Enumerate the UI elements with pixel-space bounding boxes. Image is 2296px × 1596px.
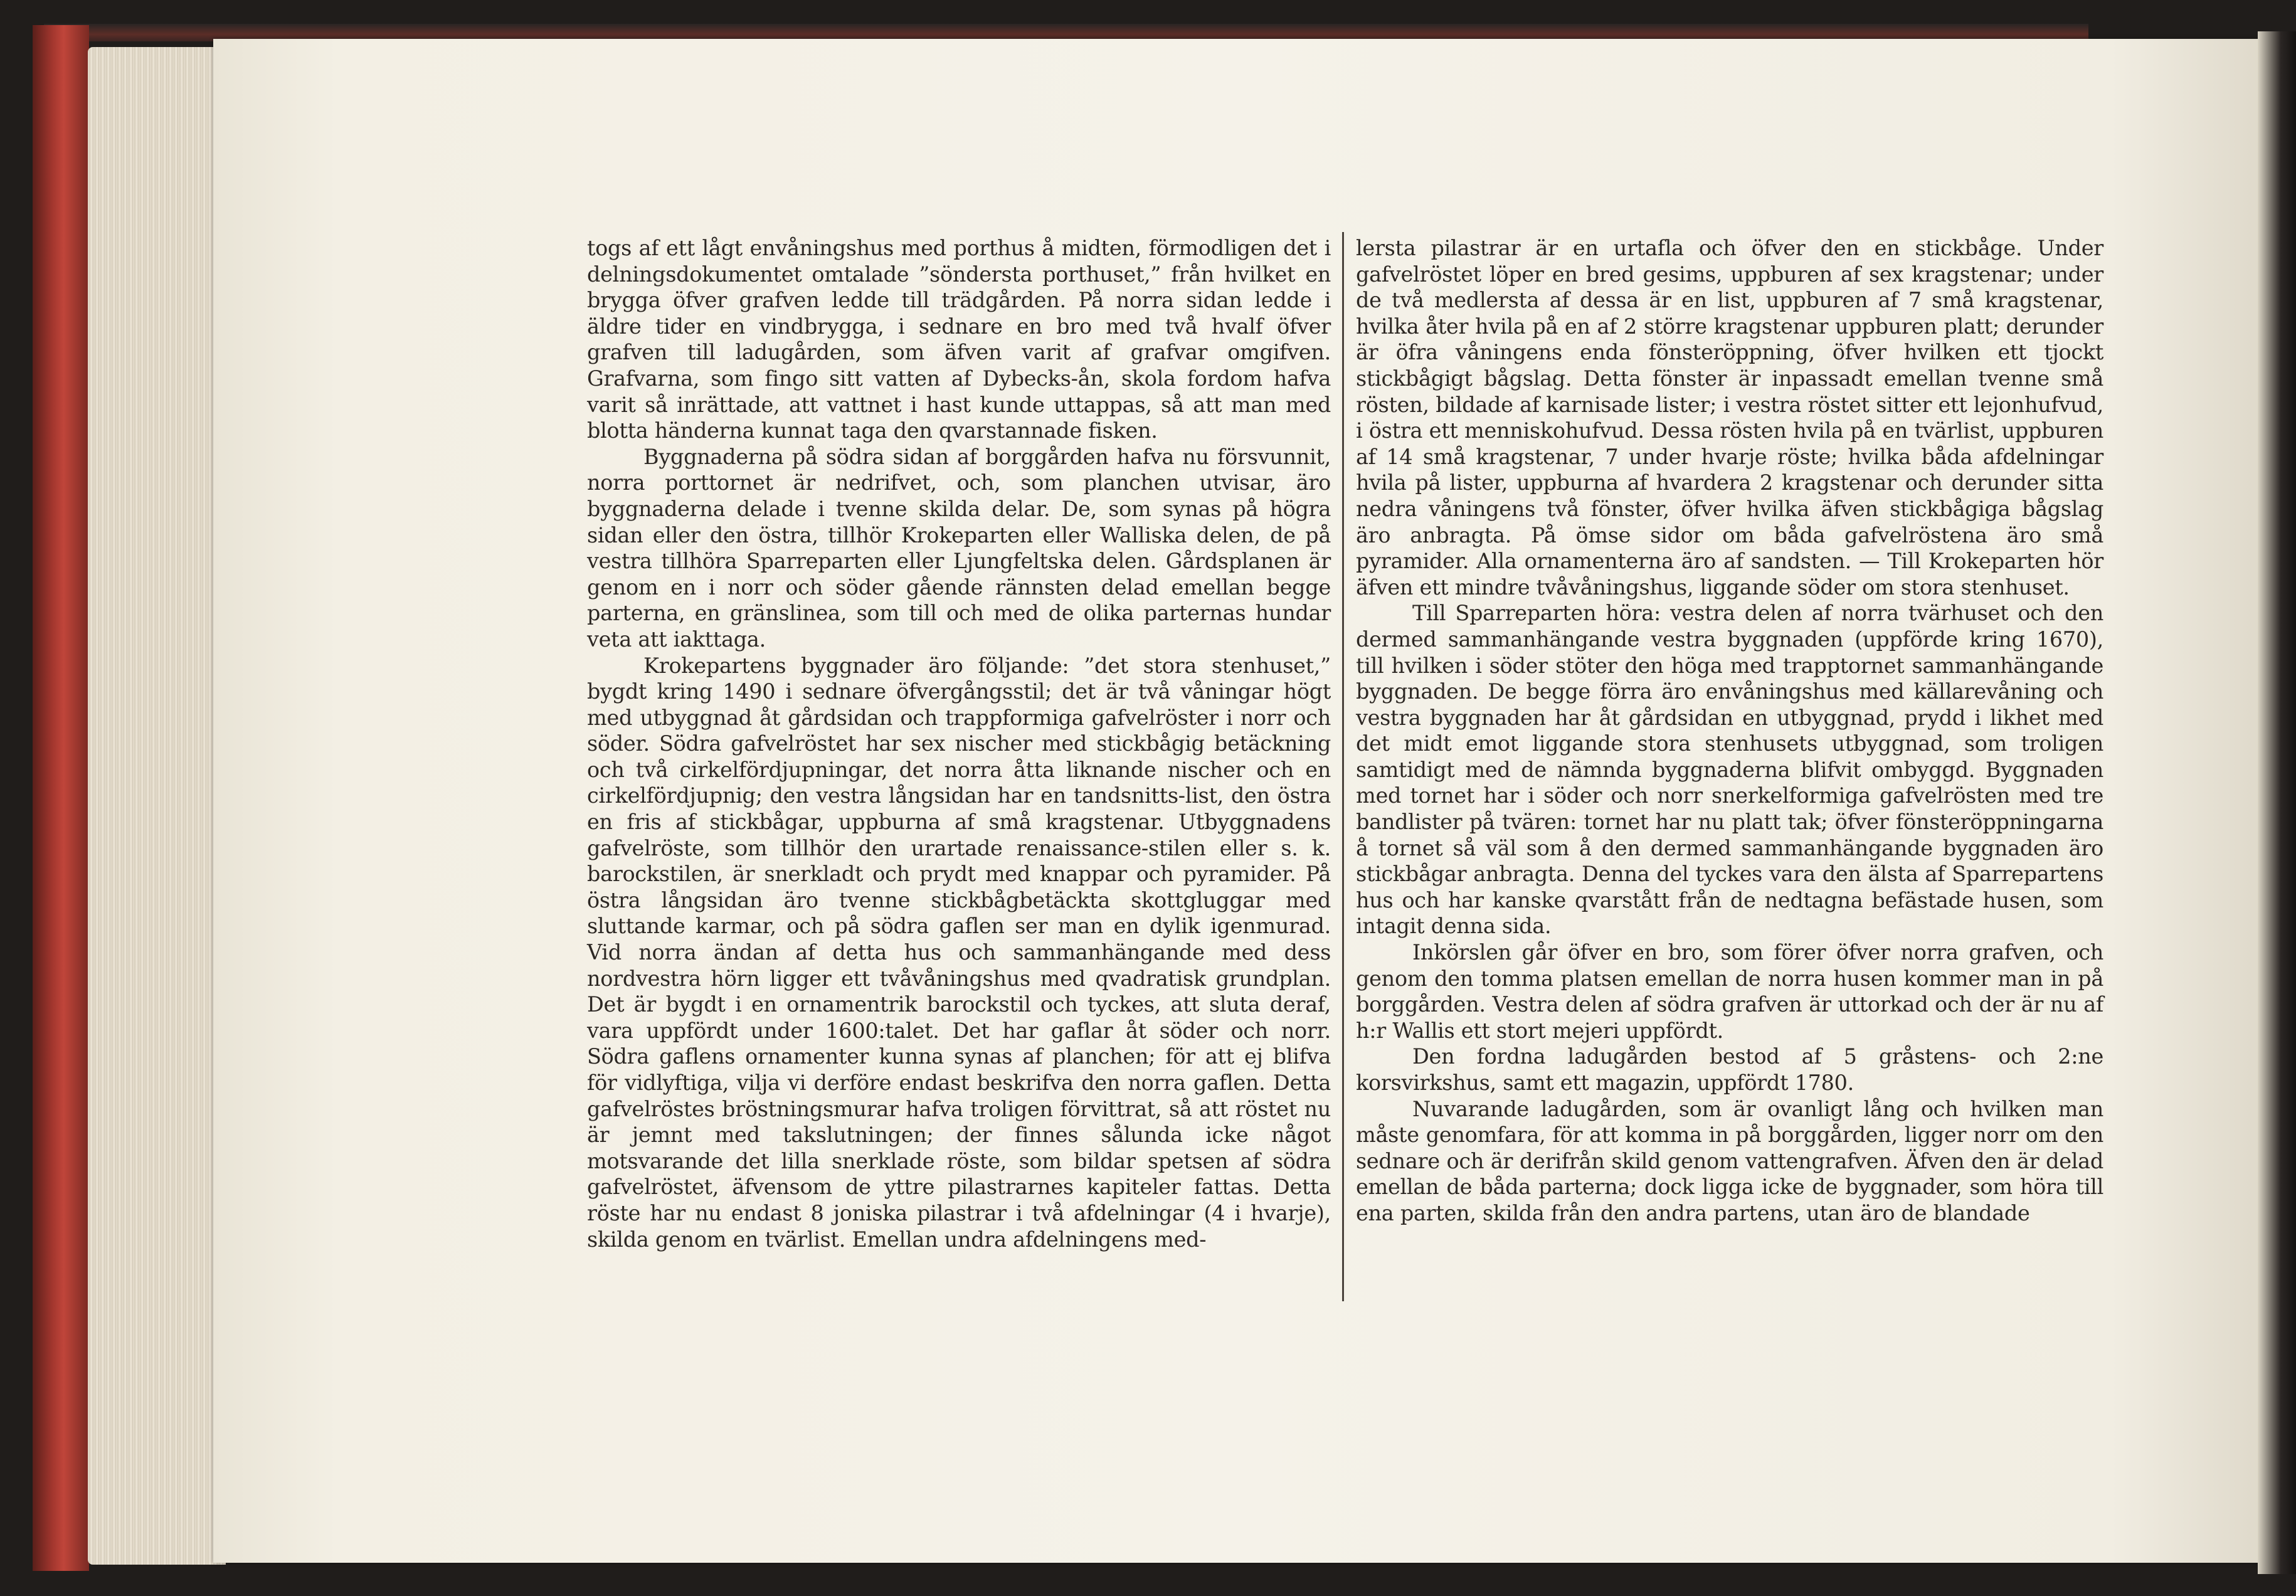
left-text-column bbox=[587, 235, 1331, 1252]
paragraph: Krokepartens byggnader äro följande: ”det stora stenhuset,” bygdt kring 1490 i sednare öfvergångsstil; det är två våningar högt med utbyggnad åt gårdsidan och trappformiga gafvelröster i norr och söder. Södra gafvelröstet har sex nischer med stickbågig betäckning och två cirkelfördjupningar, det norra åtta liknande nischer och en cirkelfördjupnig; den vestra långsidan har en tandsnitts-list, den östra en fris af stickbågar, uppburna af små kragstenar. Utbyggnadens gafvelröste, som tillhör den urartade renaissance-stilen eller s. k. barockstilen, är snerkladt och prydt med knappar och pyramider. På östra långsidan äro tvenne stickbågbetäckta skottgluggar med sluttande karmar, och på södra gaflen ser man en dylik igenmurad. Vid norra ändan af detta hus och sammanhängande med dess nordvestra hörn ligger ett tvåvåningshus med qvadratisk grundplan. Det är bygdt i en ornamentrik barockstil och tyckes, att sluta deraf, vara uppfördt under 1600:talet. Det har gaflar åt söder och norr. Södra gaflens ornamenter kunna synas af planchen; för att ej blifva för vidlyftiga, vilja vi derföre endast beskrifva den norra gaflen. Detta gafvelröstes bröstningsmurar hafva troligen förvittrat, så att röstet nu är jemnt med takslutningen; der finnes sålunda icke något motsvarande det lilla snerklade röste, som bildar spetsen af södra gafvelröstet, äfvensom de yttre pilastrarnes kapiteler fattas. Detta röste har nu endast 8 joniska pilastrar i två afdelningar (4 i hvarje), skilda genom en tvärlist. Emellan undra afdelningens med- bbox=[587, 653, 1331, 1252]
paragraph: togs af ett lågt envåningshus med porthus å midten, förmodligen det i delningsdokumentet omtalade ”söndersta porthuset,” från hvilket en brygga öfver grafven ledde till trädgården. På norra sidan ledde i äldre tider en vindbrygga, i sednare en bro med två hvalf öfver grafven till ladugården, som äfven varit af grafvar omgifven. Grafvarna, som fingo sitt vatten af Dybecks-ån, skola fordom hafva varit så inrättade, att vattnet i hast kunde uttappas, så att man med blotta händerna kunnat taga den qvarstannade fisken. bbox=[587, 236, 1331, 443]
paragraph: lersta pilastrar är en urtafla och öfver den en stickbåge. Under gafvelröstet löper en bred gesims, uppburen af sex kragstenar; under de två medlersta af dessa är en list, uppburen af 7 små kragstenar, hvilka åter hvila på en af 2 större kragstenar uppburen platt; derunder är öfra våningens enda fönsteröppning, öfver hvilken ett tjockt stickbågigt bågslag. Detta fönster är inpassadt emellan tvenne små rösten, bildade af karnisade lister; i vestra röstet sitter ett lejonhufvud, i östra ett menniskohufvud. Dessa rösten hvila på en tvärlist, uppburen af 14 små kragstenar, 7 under hvarje röste; hvilka båda afdelningar hvila på lister, uppburna af hvardera 2 kragstenar och derunder sitta nedra våningens två fönster, öfver hvilka äfven stickbågiga bågslag äro anbragta. På ömse sidor om båda gafvelröstena äro små pyramider. Alla ornamenterna äro af sandsten. — Till Krokeparten hör äfven ett mindre tvåvåningshus, liggande söder om stora stenhuset. bbox=[1356, 236, 2103, 600]
column-divider bbox=[1342, 232, 1344, 1301]
right-page-edge bbox=[2258, 31, 2296, 1574]
page-stack bbox=[88, 47, 226, 1565]
paragraph: Byggnaderna på södra sidan af borggården hafva nu försvunnit, norra porttornet är nedrifvet, och, som planchen utvisar, äro byggnaderna delade i tvenne skilda delar. De, som synas på högra sidan eller den östra, tillhör Krokeparten eller Walliska delen, de på vestra tillhöra Sparreparten eller Ljungfeltska delen. Gårdsplanen är genom en i norr och söder gående rännsten delad emellan begge parterna, en gränslinea, som till och med de olika parternas hundar veta att iakttaga. bbox=[587, 444, 1331, 652]
paragraph: Inkörslen går öfver en bro, som förer öfver norra grafven, och genom den tomma platsen emellan de norra husen kommer man in på borggården. Vestra delen af södra grafven är uttorkad och der är nu af h:r Wallis ett stort mejeri uppfördt. bbox=[1356, 940, 2103, 1043]
book-binding bbox=[33, 25, 89, 1571]
right-text-column bbox=[1356, 235, 2103, 1227]
paragraph: Den fordna ladugården bestod af 5 gråstens- och 2:ne korsvirkshus, samt ett magazin, uppfördt 1780. bbox=[1356, 1044, 2103, 1095]
paragraph: Nuvarande ladugården, som är ovanligt lång och hvilken man måste genomfara, för att komma in på borggården, ligger norr om den sednare och är derifrån skild genom vattengrafven. Äfven den är delad emellan de båda parterna; dock ligga icke de byggnader, som höra till ena parten, skilda från den andra partens, utan äro de blandade bbox=[1356, 1096, 2103, 1225]
paragraph: Till Sparreparten höra: vestra delen af norra tvärhuset och den dermed sammanhängande vestra byggnaden (uppförde kring 1670), till hvilken i söder stöter den höga med trapptornet sammanhängande byggnaden. De begge förra äro envåningshus med källarevåning och vestra byggnaden har åt gårdsidan en utbyggnad, prydd i likhet med det midt emot liggande stora stenhusets utbyggnad, som troligen samtidigt med de nämnda byggnaderna blifvit ombyggd. Byggnaden med tornet har i söder och norr snerkelformiga gafvelrösten med tre bandlister på tvären: tornet har nu platt tak; öfver fönsteröppningarna å tornet så väl som å den dermed sammanhängande byggnaden äro stickbågar anbragta. Denna del tyckes vara den älsta af Sparrepartens hus och har kanske qvarstått från de nedtagna befästade husen, som intagit denna sida. bbox=[1356, 601, 2103, 939]
